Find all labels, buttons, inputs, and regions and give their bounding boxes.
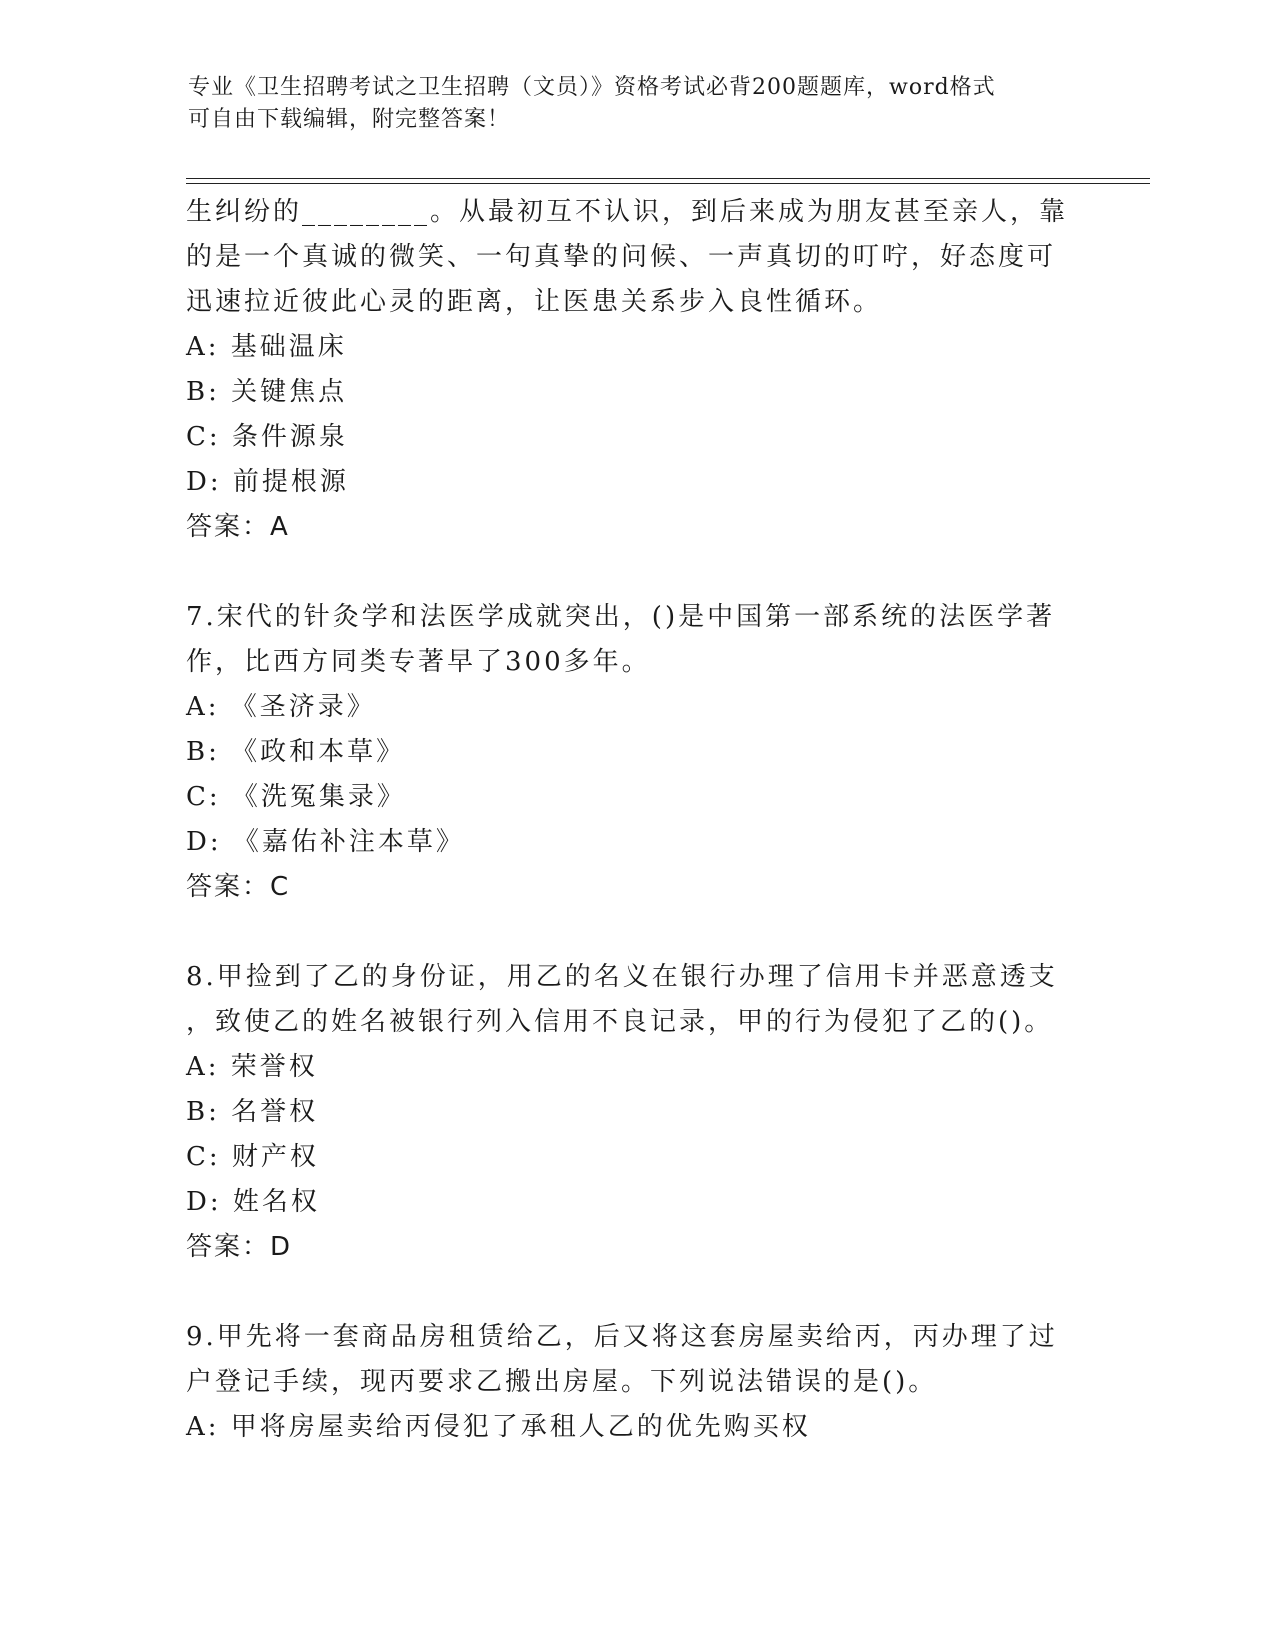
- question-stem-line: 7.宋代的针灸学和法医学成就突出，()是中国第一部系统的法医学著: [186, 602, 1056, 632]
- question-stem-line: 9.甲先将一套商品房租赁给乙，后又将这套房屋卖给丙，丙办理了过: [186, 1322, 1058, 1352]
- option-a: A: 荣誉权: [186, 1052, 318, 1082]
- question-stem-line: 8.甲捡到了乙的身份证，用乙的名义在银行办理了信用卡并恶意透支: [186, 962, 1058, 992]
- question-stem-line: 的是一个真诚的微笑、一句真挚的问候、一声真切的叮咛，好态度可: [186, 242, 1057, 272]
- question-stem-line: 作，比西方同类专著早了300多年。: [186, 647, 651, 677]
- question-9: [186, 1315, 1086, 1450]
- spacer: [186, 910, 1086, 955]
- option-b: B: 关键焦点: [186, 377, 348, 407]
- option-d: D: 《嘉佑补注本草》: [186, 827, 465, 857]
- document-header: [188, 72, 1068, 136]
- option-c: C: 《洗冤集录》: [186, 782, 406, 812]
- question-8: [186, 955, 1086, 1270]
- header-line-2: 可自由下载编辑，附完整答案！: [188, 107, 511, 132]
- header-rule-top: [186, 178, 1150, 179]
- question-7: [186, 595, 1086, 910]
- answer-line: 答案：A: [186, 512, 290, 542]
- question-6: [186, 190, 1086, 550]
- spacer: [186, 550, 1086, 595]
- option-a: A: 基础温床: [186, 332, 347, 362]
- question-stem-line: 迅速拉近彼此心灵的距离，让医患关系步入良性循环。: [186, 287, 883, 317]
- option-d: D: 前提根源: [186, 467, 349, 497]
- option-a: A: 甲将房屋卖给丙侵犯了承租人乙的优先购买权: [186, 1412, 811, 1442]
- answer-line: 答案：D: [186, 1232, 293, 1262]
- option-c: C: 财产权: [186, 1142, 319, 1172]
- document-body: [186, 190, 1086, 1450]
- spacer: [186, 1270, 1086, 1315]
- option-d: D: 姓名权: [186, 1187, 320, 1217]
- question-stem-line: ，致使乙的姓名被银行列入信用不良记录，甲的行为侵犯了乙的()。: [186, 1007, 1054, 1037]
- header-rule-bottom: [186, 183, 1150, 184]
- option-a: A: 《圣济录》: [186, 692, 376, 722]
- question-stem-line: 生纠纷的________。从最初互不认识，到后来成为朋友甚至亲人，靠: [186, 197, 1069, 227]
- option-b: B: 《政和本草》: [186, 737, 406, 767]
- question-stem-line: 户登记手续，现丙要求乙搬出房屋。下列说法错误的是()。: [186, 1367, 938, 1397]
- option-c: C: 条件源泉: [186, 422, 348, 452]
- answer-line: 答案：C: [186, 872, 291, 902]
- option-b: B: 名誉权: [186, 1097, 319, 1127]
- header-line-1: 专业《卫生招聘考试之卫生招聘（文员）》资格考试必背200题题库，word格式: [188, 75, 996, 100]
